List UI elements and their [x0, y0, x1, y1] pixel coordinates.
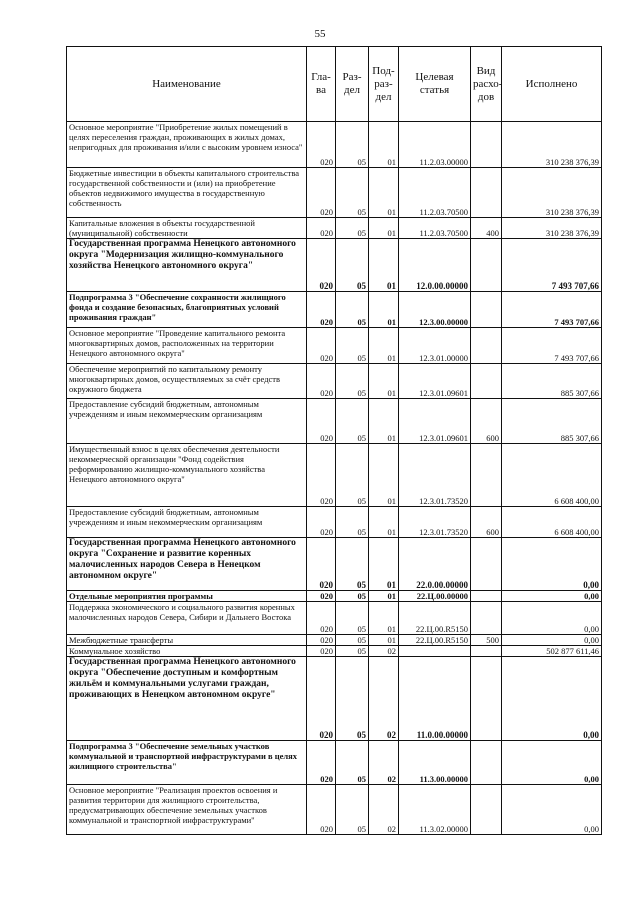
- table-row: [67, 328, 602, 364]
- row-section-cell: 05: [336, 538, 369, 591]
- table-row: [67, 635, 602, 646]
- row-name-cell: Отдельные мероприятия программы: [67, 591, 307, 602]
- row-chapter-cell: 020: [307, 591, 336, 602]
- row-target-article-cell: 22.Ц.00.R5150: [399, 635, 471, 646]
- table-row: [67, 364, 602, 399]
- row-target-article-cell: 22.Ц.00.00000: [399, 591, 471, 602]
- row-name-cell: Поддержка экономического и социального развития коренных малочисленных народов Севера, Сибири и Дальнего Востока: [67, 602, 307, 635]
- row-section-cell: 05: [336, 785, 369, 835]
- table-row: [67, 239, 602, 292]
- table-row: [67, 646, 602, 657]
- table-row: [67, 444, 602, 507]
- row-name-cell: Подпрограмма 3 "Обеспечение сохранности жилищного фонда и создание безопасных, благоприятных условий проживания граждан": [67, 292, 307, 328]
- budget-execution-table: [66, 46, 602, 835]
- table-row: [67, 218, 602, 239]
- header-executed: Исполнено: [502, 47, 602, 122]
- row-executed-cell: 0,00: [502, 741, 602, 785]
- row-section-cell: 05: [336, 741, 369, 785]
- row-expense-type-cell: 600: [471, 507, 502, 538]
- row-section-cell: 05: [336, 218, 369, 239]
- header-subsection: Под- раз- дел: [369, 47, 399, 122]
- row-subsection-cell: 01: [369, 328, 399, 364]
- row-name-cell: Основное мероприятие "Проведение капитального ремонта многоквартирных домов, расположенных на территории Ненецкого автономного округа": [67, 328, 307, 364]
- row-target-article-cell: 22.Ц.00.R5150: [399, 602, 471, 635]
- row-expense-type-cell: [471, 444, 502, 507]
- row-subsection-cell: 01: [369, 444, 399, 507]
- row-chapter-cell: 020: [307, 239, 336, 292]
- row-expense-type-cell: [471, 785, 502, 835]
- row-name-cell: Предоставление субсидий бюджетным, автономным учреждениям и иным некоммерческим организациям: [67, 507, 307, 538]
- row-chapter-cell: 020: [307, 328, 336, 364]
- row-target-article-cell: 11.2.03.70500: [399, 168, 471, 218]
- row-chapter-cell: 020: [307, 602, 336, 635]
- row-target-article-cell: 12.3.01.73520: [399, 507, 471, 538]
- row-subsection-cell: 02: [369, 741, 399, 785]
- row-section-cell: 05: [336, 168, 369, 218]
- table-row: [67, 591, 602, 602]
- row-executed-cell: 0,00: [502, 538, 602, 591]
- row-name-cell: Капитальные вложения в объекты государственной (муниципальной) собственности: [67, 218, 307, 239]
- row-expense-type-cell: [471, 741, 502, 785]
- row-chapter-cell: 020: [307, 657, 336, 741]
- row-subsection-cell: 01: [369, 591, 399, 602]
- row-target-article-cell: 12.3.00.00000: [399, 292, 471, 328]
- row-target-article-cell: 12.0.00.00000: [399, 239, 471, 292]
- row-executed-cell: 0,00: [502, 635, 602, 646]
- row-chapter-cell: 020: [307, 364, 336, 399]
- row-section-cell: 05: [336, 657, 369, 741]
- row-executed-cell: 0,00: [502, 602, 602, 635]
- row-section-cell: 05: [336, 444, 369, 507]
- row-section-cell: 05: [336, 591, 369, 602]
- row-expense-type-cell: [471, 538, 502, 591]
- row-name-cell: Коммунальное хозяйство: [67, 646, 307, 657]
- row-target-article-cell: 11.3.00.00000: [399, 741, 471, 785]
- row-target-article-cell: 12.3.01.73520: [399, 444, 471, 507]
- row-target-article-cell: [399, 646, 471, 657]
- table-row: [67, 741, 602, 785]
- header-chapter: Гла- ва: [307, 47, 336, 122]
- header-name: Наименование: [67, 47, 307, 122]
- table-row: [67, 602, 602, 635]
- row-subsection-cell: 01: [369, 507, 399, 538]
- row-name-cell: Государственная программа Ненецкого автономного округа "Модернизация жилищно-коммунального хозяйства Ненецкого автономного округа": [67, 239, 307, 292]
- row-subsection-cell: 01: [369, 168, 399, 218]
- header-target-article: Целевая статья: [399, 47, 471, 122]
- row-section-cell: 05: [336, 122, 369, 168]
- row-name-cell: Подпрограмма 3 "Обеспечение земельных участков коммунальной и транспортной инфраструктурами в целях жилищного строительства": [67, 741, 307, 785]
- row-executed-cell: 310 238 376,39: [502, 122, 602, 168]
- row-name-cell: Межбюджетные трансферты: [67, 635, 307, 646]
- row-section-cell: 05: [336, 399, 369, 444]
- row-chapter-cell: 020: [307, 741, 336, 785]
- row-executed-cell: 7 493 707,66: [502, 292, 602, 328]
- row-section-cell: 05: [336, 239, 369, 292]
- row-expense-type-cell: 600: [471, 399, 502, 444]
- row-subsection-cell: 01: [369, 292, 399, 328]
- row-subsection-cell: 01: [369, 635, 399, 646]
- row-target-article-cell: 11.2.03.70500: [399, 218, 471, 239]
- page-number: 55: [314, 28, 326, 40]
- row-name-cell: Основное мероприятие "Приобретение жилых помещений в целях переселения граждан, проживающих в жилых домах, непригодных для проживания и/или с высоким уровнем износа": [67, 122, 307, 168]
- row-executed-cell: 885 307,66: [502, 399, 602, 444]
- row-subsection-cell: 02: [369, 657, 399, 741]
- row-expense-type-cell: [471, 292, 502, 328]
- row-target-article-cell: 11.0.00.00000: [399, 657, 471, 741]
- row-subsection-cell: 02: [369, 785, 399, 835]
- row-section-cell: 05: [336, 292, 369, 328]
- row-section-cell: 05: [336, 602, 369, 635]
- table-row: [67, 657, 602, 741]
- row-executed-cell: 6 608 400,00: [502, 507, 602, 538]
- row-chapter-cell: 020: [307, 218, 336, 239]
- row-chapter-cell: 020: [307, 785, 336, 835]
- row-expense-type-cell: [471, 168, 502, 218]
- row-expense-type-cell: [471, 364, 502, 399]
- row-executed-cell: 6 608 400,00: [502, 444, 602, 507]
- row-expense-type-cell: [471, 328, 502, 364]
- row-target-article-cell: 11.2.03.00000: [399, 122, 471, 168]
- row-executed-cell: 0,00: [502, 785, 602, 835]
- table-header-row: [67, 47, 602, 122]
- row-chapter-cell: 020: [307, 168, 336, 218]
- row-executed-cell: 310 238 376,39: [502, 168, 602, 218]
- row-section-cell: 05: [336, 635, 369, 646]
- row-expense-type-cell: [471, 239, 502, 292]
- row-target-article-cell: 22.0.00.00000: [399, 538, 471, 591]
- row-expense-type-cell: [471, 591, 502, 602]
- row-expense-type-cell: 500: [471, 635, 502, 646]
- row-expense-type-cell: [471, 646, 502, 657]
- table-row: [67, 292, 602, 328]
- row-executed-cell: 885 307,66: [502, 364, 602, 399]
- row-subsection-cell: 01: [369, 602, 399, 635]
- row-section-cell: 05: [336, 364, 369, 399]
- row-expense-type-cell: [471, 602, 502, 635]
- row-subsection-cell: 01: [369, 364, 399, 399]
- row-chapter-cell: 020: [307, 538, 336, 591]
- row-name-cell: Бюджетные инвестиции в объекты капитального строительства государственной собственности и (или) на приобретение объектов недвижимого имущества в государственную собственность: [67, 168, 307, 218]
- row-executed-cell: 502 877 611,46: [502, 646, 602, 657]
- row-chapter-cell: 020: [307, 122, 336, 168]
- row-name-cell: Основное мероприятие "Реализация проектов освоения и развития территории для жилищного строительства, предусматривающих обеспечение земельных участков коммунальной и транспортной инфраструктурами": [67, 785, 307, 835]
- row-target-article-cell: 11.3.02.00000: [399, 785, 471, 835]
- row-name-cell: Государственная программа Ненецкого автономного округа "Обеспечение доступным и комфортным жильём и коммунальными услугами граждан, проживающих в Ненецком автономном округе": [67, 657, 307, 741]
- row-name-cell: Государственная программа Ненецкого автономного округа "Сохранение и развитие коренных малочисленных народов Севера в Ненецком автономном округе": [67, 538, 307, 591]
- row-name-cell: Предоставление субсидий бюджетным, автономным учреждениям и иным некоммерческим организациям: [67, 399, 307, 444]
- row-section-cell: 05: [336, 328, 369, 364]
- row-subsection-cell: 01: [369, 399, 399, 444]
- row-subsection-cell: 01: [369, 239, 399, 292]
- row-executed-cell: 7 493 707,66: [502, 239, 602, 292]
- table-row: [67, 538, 602, 591]
- row-executed-cell: 0,00: [502, 591, 602, 602]
- row-executed-cell: 310 238 376,39: [502, 218, 602, 239]
- row-name-cell: Обеспечение мероприятий по капитальному ремонту многоквартирных домов, осуществляемых за счёт средств окружного бюджета: [67, 364, 307, 399]
- row-subsection-cell: 01: [369, 538, 399, 591]
- row-subsection-cell: 02: [369, 646, 399, 657]
- header-expense-type: Вид расхо- дов: [471, 47, 502, 122]
- table-row: [67, 122, 602, 168]
- row-executed-cell: 7 493 707,66: [502, 328, 602, 364]
- row-section-cell: 05: [336, 646, 369, 657]
- header-section: Раз- дел: [336, 47, 369, 122]
- table-row: [67, 785, 602, 835]
- row-expense-type-cell: 400: [471, 218, 502, 239]
- row-target-article-cell: 12.3.01.00000: [399, 328, 471, 364]
- row-expense-type-cell: [471, 122, 502, 168]
- row-chapter-cell: 020: [307, 507, 336, 538]
- row-name-cell: Имущественный взнос в целях обеспечения деятельности некоммерческой организации "Фонд содействия реформированию жилищно-коммунального хозяйства Ненецкого автономного округа": [67, 444, 307, 507]
- table-row: [67, 399, 602, 444]
- table-row: [67, 507, 602, 538]
- row-expense-type-cell: [471, 657, 502, 741]
- row-target-article-cell: 12.3.01.09601: [399, 364, 471, 399]
- row-executed-cell: 0,00: [502, 657, 602, 741]
- row-subsection-cell: 01: [369, 122, 399, 168]
- row-chapter-cell: 020: [307, 292, 336, 328]
- row-subsection-cell: 01: [369, 218, 399, 239]
- table-row: [67, 168, 602, 218]
- row-chapter-cell: 020: [307, 399, 336, 444]
- row-chapter-cell: 020: [307, 646, 336, 657]
- row-target-article-cell: 12.3.01.09601: [399, 399, 471, 444]
- row-chapter-cell: 020: [307, 444, 336, 507]
- row-section-cell: 05: [336, 507, 369, 538]
- row-chapter-cell: 020: [307, 635, 336, 646]
